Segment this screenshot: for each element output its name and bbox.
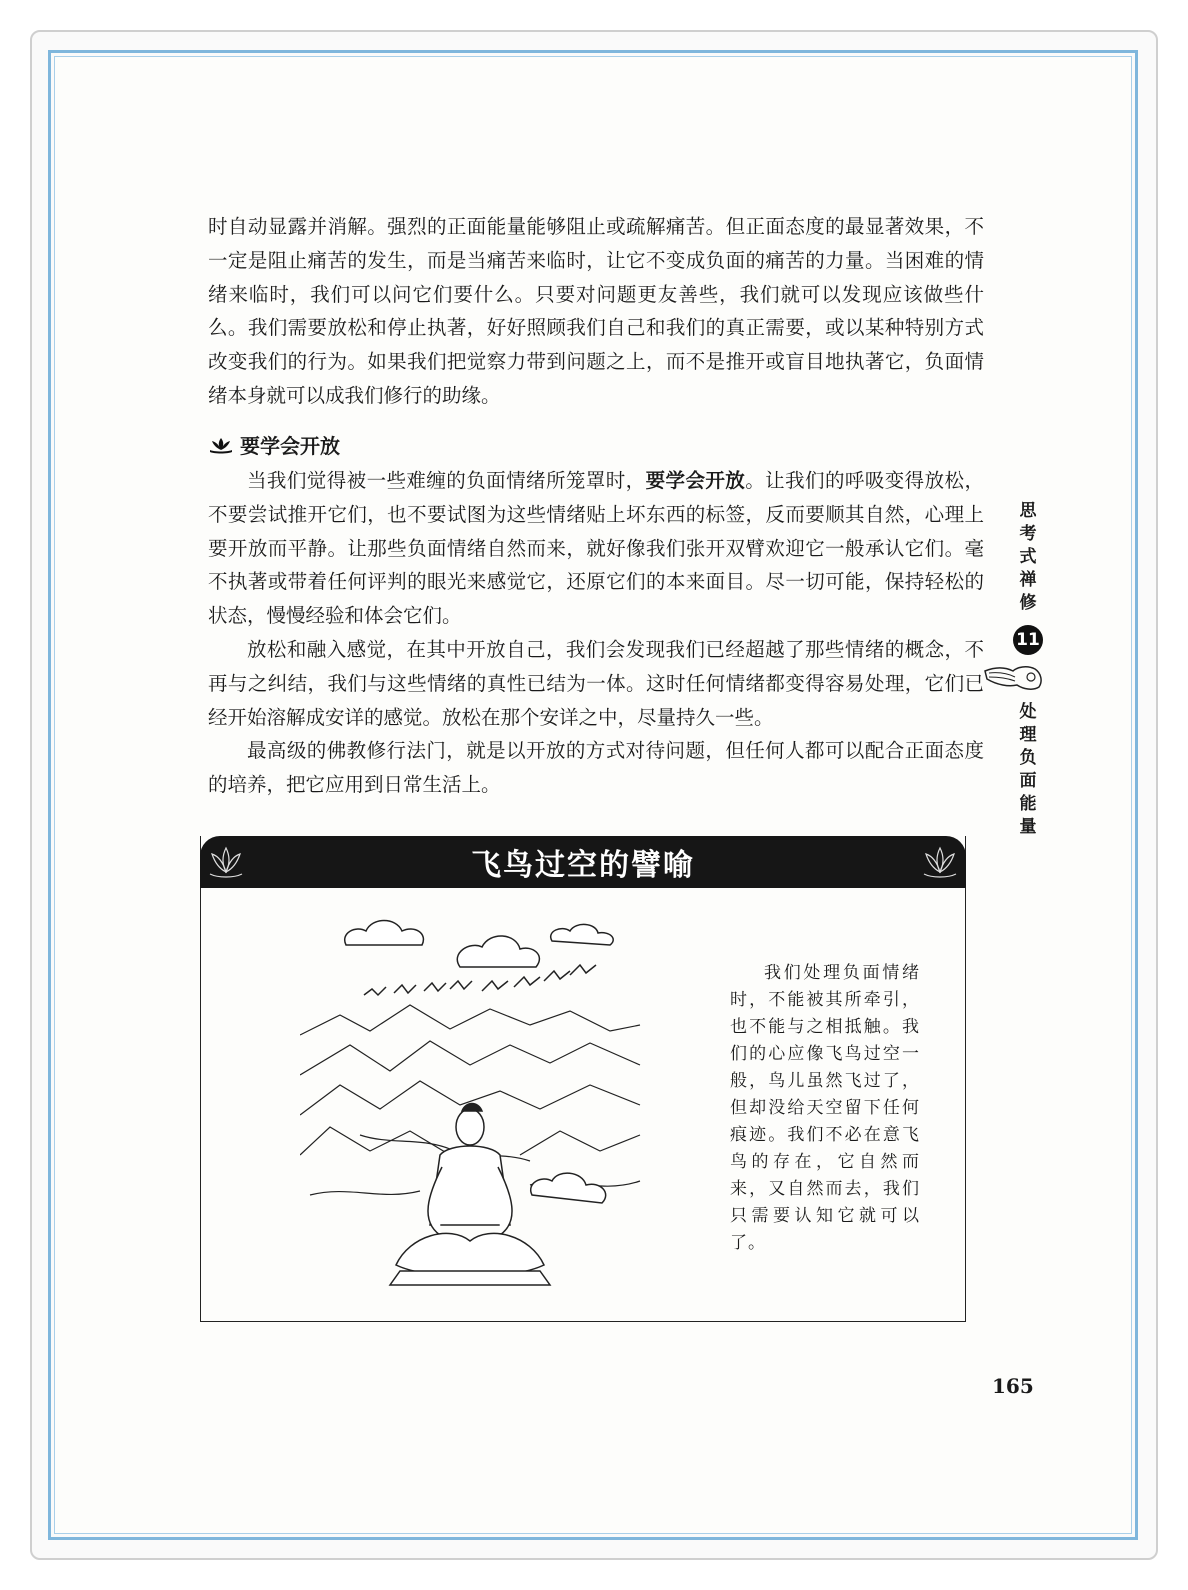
paragraph-1-text: 时自动显露并消解。强烈的正面能量能够阻止或疏解痛苦。但正面态度的最显著效果，不一定是阻止痛苦的发生，而是当痛苦来临时，让它不变成负面的痛苦的力量。当困难的情绪来临时，我们可以问它们要什么。只要对问题更友善些，我们就可以发现应该做些什么。我们需要放松和停止执著，好好照顾我们自己和我们的真正需要，或以某种特别方式改变我们的行为。如果我们把觉察力带到问题之上，而不是推开或盲目地执著它，负面情绪本身就可以成我们修行的助缘。 <box>208 215 984 407</box>
page-number: 165 <box>992 1374 1034 1398</box>
series-title <box>1020 500 1037 615</box>
flying-birds-icon <box>364 965 596 995</box>
series-char: 禅 <box>1019 570 1037 590</box>
chapter-char: 处 <box>1019 702 1037 722</box>
chapter-char: 负 <box>1019 748 1037 768</box>
paragraph-3: 放松和融入感觉，在其中开放自己，我们会发现我们已经超越了那些情绪的概念，不再与之纠结，我们与这些情绪的真性已结为一体。这时任何情绪都变得容易处理，它们已经开始溶解成安详的感觉。放松在那个安详之中，尽量持久一些。 <box>208 637 984 729</box>
series-char: 式 <box>1019 547 1037 567</box>
parable-title: 飞鸟过空的譬喻 <box>471 848 695 883</box>
cloud-icon <box>345 921 614 968</box>
series-char: 考 <box>1019 524 1037 544</box>
meditation-illustration <box>300 905 720 1305</box>
parable-text-paragraph: 我们处理负面情绪时，不能被其所牵引，也不能与之相抵触。我们的心应像飞鸟过空一般，鸟儿虽然飞过了，但却没给天空留下任何痕迹。我们不必在意飞鸟的存在，它自然而来，又自然而去，我们只需要认知它就可以了。 <box>730 963 920 1253</box>
section-heading <box>208 430 340 459</box>
parable-text <box>730 960 920 1257</box>
lotus-ornament-left-icon <box>206 842 246 882</box>
mudra-hand-icon <box>983 659 1049 695</box>
paragraph-2 <box>208 464 984 633</box>
parable-box-banner <box>200 836 966 888</box>
paragraph-1 <box>208 210 984 413</box>
lotus-icon <box>208 436 234 454</box>
paragraph-2-text-a: 当我们觉得被一些难缠的负面情绪所笼罩时， <box>247 469 646 492</box>
chapter-char: 理 <box>1019 725 1037 745</box>
paragraphs-2-4 <box>208 464 984 802</box>
chapter-char: 面 <box>1019 771 1037 791</box>
lotus-ornament-right-icon <box>920 842 960 882</box>
section-heading-text: 要学会开放 <box>240 434 340 458</box>
series-char: 思 <box>1019 501 1037 521</box>
paragraph-2-emphasis: 要学会开放 <box>645 469 746 492</box>
meditating-person-icon <box>390 1104 606 1286</box>
paragraph-2-text-b: 。让我们的呼吸变得放松，不要尝试推开它们，也不要试图为这些情绪贴上坏东西的标签，反而要顺其自然，心理上要开放而平静。让那些负面情绪自然而来，就好像我们张开双臂欢迎它一般承认它们。毫不执著或带着任何评判的眼光来感觉它，还原它们的本来面目。尽一切可能，保持轻松的状态，慢慢经验和体会它们。 <box>208 469 984 628</box>
chapter-title <box>1020 701 1037 839</box>
chapter-sidebar <box>1010 500 1046 839</box>
series-char: 修 <box>1019 593 1037 613</box>
paragraph-4: 最高级的佛教修行法门，就是以开放的方式对待问题，但任何人都可以配合正面态度的培养，把它应用到日常生活上。 <box>208 739 984 797</box>
chapter-char: 量 <box>1019 817 1037 837</box>
chapter-number-badge: 11 <box>1013 625 1043 655</box>
chapter-char: 能 <box>1019 794 1037 814</box>
